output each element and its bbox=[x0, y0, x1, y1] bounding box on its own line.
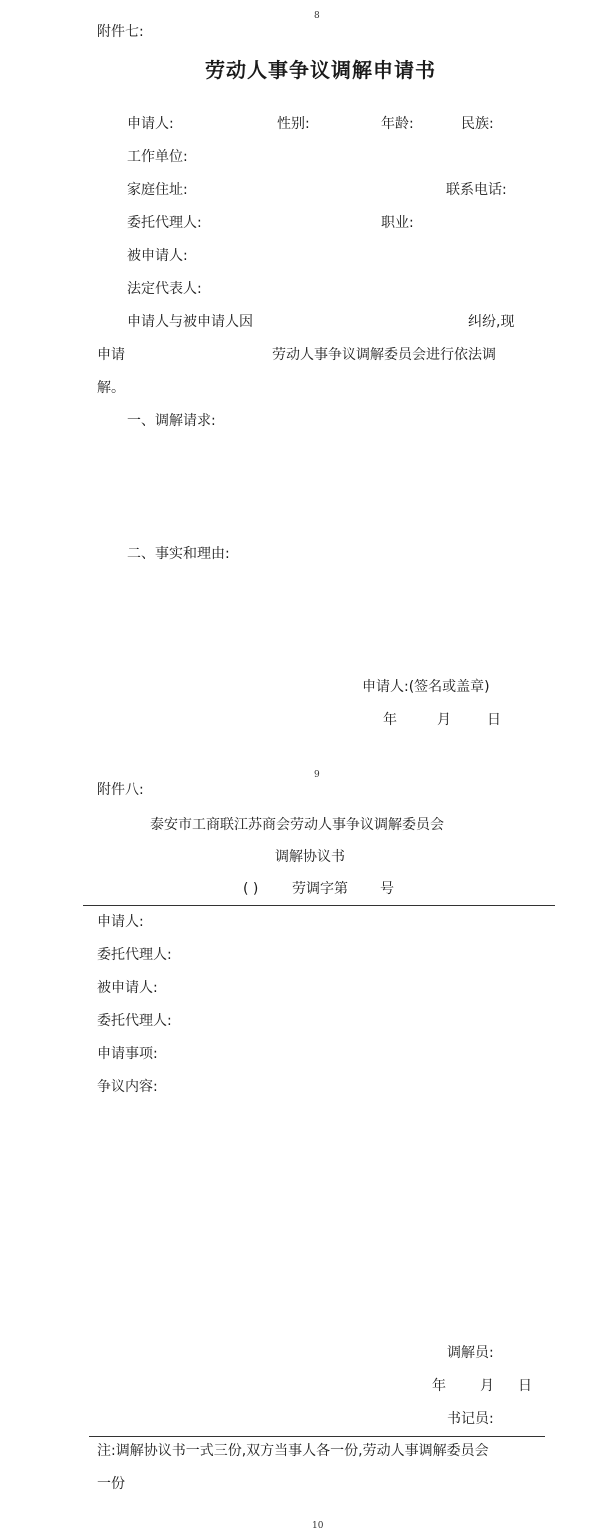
gender-field-label: 性别: bbox=[277, 116, 310, 132]
occupation-field-label: 职业: bbox=[381, 215, 414, 231]
note-line-2: 一份 bbox=[97, 1476, 125, 1492]
respondent-field-label: 被申请人: bbox=[127, 248, 188, 264]
date-year: 年 bbox=[432, 1378, 446, 1394]
date-month: 月 bbox=[480, 1378, 494, 1394]
document-number-parens: ( ) bbox=[243, 881, 259, 897]
document-title: 调解协议书 bbox=[275, 849, 345, 865]
section-facts-reasons: 二、事实和理由: bbox=[127, 546, 230, 562]
paragraph-line-1-start: 申请人与被申请人因 bbox=[127, 314, 253, 330]
attachment-label: 附件八: bbox=[97, 782, 144, 798]
applicant-agent-field-label: 委托代理人: bbox=[97, 947, 172, 963]
date-day: 日 bbox=[487, 712, 501, 728]
section-mediation-request: 一、调解请求: bbox=[127, 413, 216, 429]
note-line-1: 注:调解协议书一式三份,双方当事人各一份,劳动人事调解委员会 bbox=[97, 1443, 489, 1459]
footer-divider bbox=[89, 1436, 545, 1437]
respondent-agent-field-label: 委托代理人: bbox=[97, 1013, 172, 1029]
page-number: 9 bbox=[314, 770, 320, 780]
age-field-label: 年龄: bbox=[381, 116, 414, 132]
attachment-label: 附件七: bbox=[97, 24, 144, 40]
document-number-suffix: 号 bbox=[380, 881, 394, 897]
header-divider bbox=[83, 905, 555, 906]
paragraph-line-1-end: 纠纷,现 bbox=[468, 314, 515, 330]
workplace-field-label: 工作单位: bbox=[127, 149, 188, 165]
phone-field-label: 联系电话: bbox=[446, 182, 507, 198]
dispute-field-label: 争议内容: bbox=[97, 1079, 158, 1095]
page-number: 8 bbox=[314, 11, 320, 21]
applicant-field-label: 申请人: bbox=[127, 116, 174, 132]
date-year: 年 bbox=[383, 712, 397, 728]
date-month: 月 bbox=[437, 712, 451, 728]
signature-line: 申请人:(签名或盖章) bbox=[362, 679, 490, 695]
page-number: 10 bbox=[312, 1521, 324, 1531]
organization-name: 泰安市工商联江苏商会劳动人事争议调解委员会 bbox=[150, 817, 444, 833]
home-address-field-label: 家庭住址: bbox=[127, 182, 188, 198]
ethnicity-field-label: 民族: bbox=[461, 116, 494, 132]
document-number-label: 劳调字第 bbox=[292, 881, 348, 897]
applicant-field-label: 申请人: bbox=[97, 914, 144, 930]
paragraph-line-2-start: 申请 bbox=[97, 347, 125, 363]
respondent-field-label: 被申请人: bbox=[97, 980, 158, 996]
matters-field-label: 申请事项: bbox=[97, 1046, 158, 1062]
agent-field-label: 委托代理人: bbox=[127, 215, 202, 231]
date-day: 日 bbox=[518, 1378, 532, 1394]
page-title: 劳动人事争议调解申请书 bbox=[205, 58, 436, 82]
legal-rep-field-label: 法定代表人: bbox=[127, 281, 202, 297]
clerk-label: 书记员: bbox=[447, 1411, 494, 1427]
mediator-label: 调解员: bbox=[447, 1345, 494, 1361]
paragraph-line-3: 解。 bbox=[97, 380, 125, 396]
paragraph-line-2-end: 劳动人事争议调解委员会进行依法调 bbox=[272, 347, 496, 363]
